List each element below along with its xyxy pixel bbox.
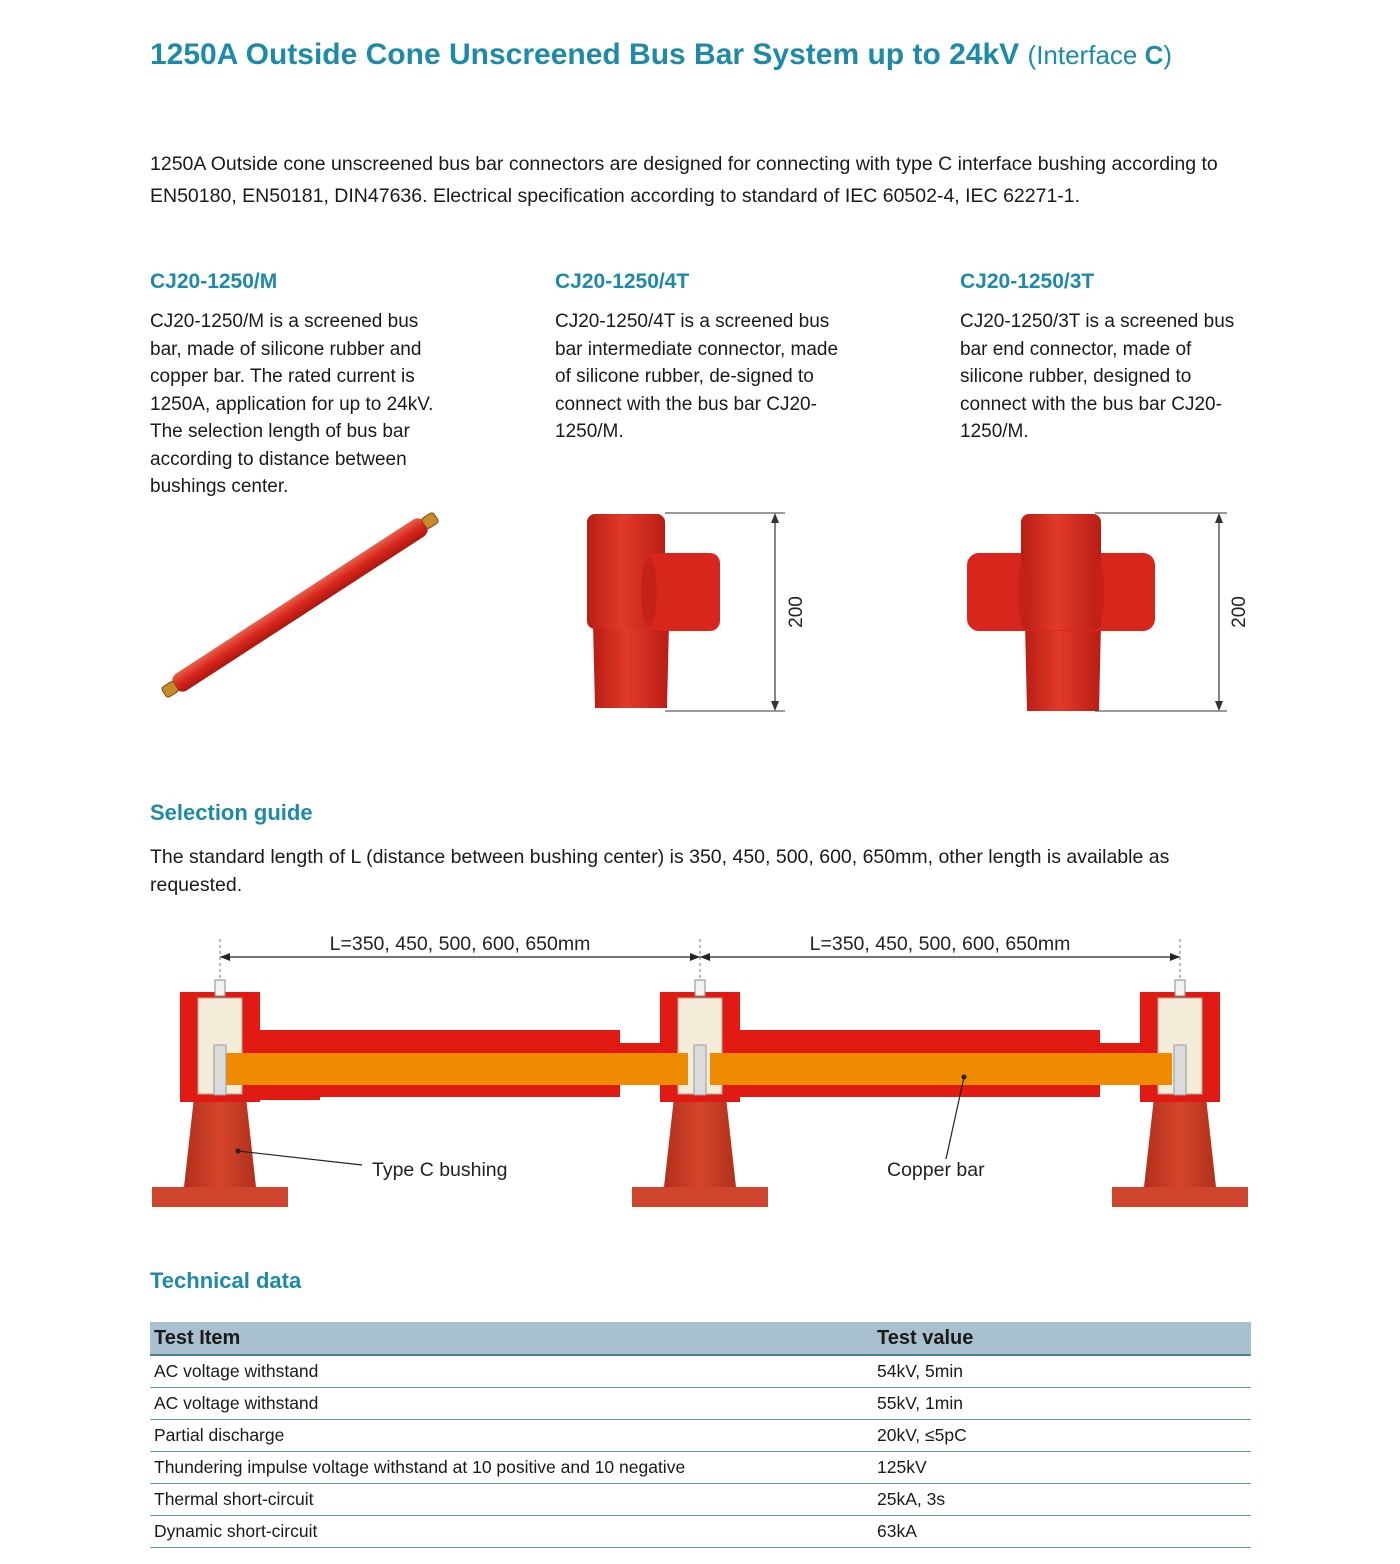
bus-bar-system-diagram (140, 925, 1260, 1215)
title-main: 1250A Outside Cone Unscreened Bus Bar System up to 24kV (150, 38, 1020, 71)
bushing-label: Type C bushing (372, 1159, 508, 1181)
dimension-label-3t: 200 (1229, 596, 1250, 628)
connector-4t-illustration (575, 505, 825, 720)
product-heading-3t: CJ20-1250/3T (960, 270, 1095, 293)
page-title (150, 38, 1172, 72)
table-row (150, 1388, 1251, 1420)
connector-3t-illustration (955, 505, 1255, 720)
dimension-label-4t: 200 (786, 596, 807, 628)
column-header-test-item: Test Item (150, 1322, 873, 1355)
table-row (150, 1355, 1251, 1388)
test-item-cell: Thermal short-circuit (150, 1484, 873, 1516)
product-description-3t: CJ20-1250/3T is a screened bus bar end connector, made of silicone rubber, designed to connect with the bus bar CJ20-1250/M. (960, 311, 1235, 442)
span-label-left: L=350, 450, 500, 600, 650mm (329, 933, 591, 955)
test-value-cell: 25kA, 3s (873, 1484, 1251, 1516)
test-item-cell: Thundering impulse voltage withstand at 10 positive and 10 negative (150, 1452, 873, 1484)
product-description-m: CJ20-1250/M is a screened bus bar, made of silicone rubber and copper bar. The rated current is 1250A, application for up to 24kV. The selection length of bus bar according to distance between bushings center. (150, 311, 434, 497)
test-value-cell: 20kV, ≤5pC (873, 1420, 1251, 1452)
test-item-cell: AC voltage withstand (150, 1388, 873, 1420)
technical-data-table (150, 1322, 1251, 1548)
title-interface: (Interface C) (1027, 40, 1173, 70)
product-description-4t: CJ20-1250/4T is a screened bus bar intermediate connector, made of silicone rubber, de-signed to connect with the bus bar CJ20-1250/M. (555, 311, 839, 442)
selection-guide-text: The standard length of L (distance between bushing center) is 350, 450, 500, 600, 650mm, other length is available as requested. (150, 846, 1170, 896)
test-value-cell: 55kV, 1min (873, 1388, 1251, 1420)
test-value-cell: 125kV (873, 1452, 1251, 1484)
table-row (150, 1420, 1251, 1452)
intro-paragraph: 1250A Outside cone unscreened bus bar connectors are designed for connecting with type C interface bushing according to EN50180, EN50181, DIN47636. Electrical specification according to standard of IEC 60502-4, IEC 62271-1. (150, 153, 1218, 207)
test-item-cell: AC voltage withstand (150, 1355, 873, 1388)
technical-data-heading: Technical data (150, 1268, 302, 1293)
test-value-cell: 63kA (873, 1516, 1251, 1548)
test-item-cell: Partial discharge (150, 1420, 873, 1452)
table-row (150, 1484, 1251, 1516)
selection-guide-heading: Selection guide (150, 800, 313, 825)
table-row (150, 1516, 1251, 1548)
copper-bar-label: Copper bar (887, 1159, 985, 1181)
product-heading-m: CJ20-1250/M (150, 270, 278, 293)
test-item-cell: Dynamic short-circuit (150, 1516, 873, 1548)
bus-bar-illustration (140, 505, 460, 705)
span-label-right: L=350, 450, 500, 600, 650mm (809, 933, 1071, 955)
table-row (150, 1452, 1251, 1484)
product-heading-4t: CJ20-1250/4T (555, 270, 690, 293)
table-header-row (150, 1322, 1251, 1355)
test-value-cell: 54kV, 5min (873, 1355, 1251, 1388)
column-header-test-value: Test value (873, 1322, 1251, 1355)
